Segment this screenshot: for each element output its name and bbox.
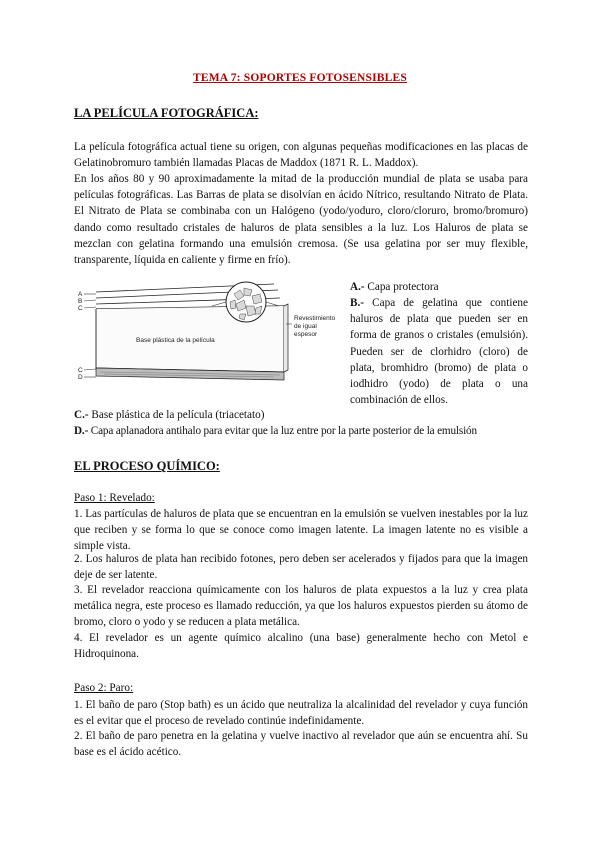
layer-d-description — [74, 423, 534, 439]
layer-d-text: Capa aplanadora antihalo para evitar que la luz entre por la parte posterior de la emulsión — [88, 425, 477, 437]
page-title: TEMA 7: SOPORTES FOTOSENSIBLES — [192, 72, 408, 84]
layer-a-description — [350, 279, 528, 295]
layer-b-description — [350, 295, 528, 408]
layer-b-label: B.- — [350, 297, 364, 309]
paragraph-origin: La película fotográfica actual tiene su origen, con algunas pequeñas modificaciones en las placas de Gelatinobromuro también llamadas Placas de Maddox (1871 R. L. Maddox). — [74, 141, 528, 170]
step2-item-1: 1. El baño de paro (Stop bath) es un ácido que neutraliza la alcalinidad del revelador y cuya función es el evitar que el proceso de revelado continúe indefinidamente. — [74, 699, 528, 728]
step1-title: Paso 1: Revelado: — [74, 492, 155, 504]
diagram-coating-label-3: espesor — [294, 331, 318, 338]
step2-item-2: 2. El baño de paro penetra en la gelatina y vuelve inactivo al revelador que aún se encuentra ahí. Su base es el ácido acético. — [74, 730, 528, 759]
layer-c-label: C.- — [74, 409, 89, 421]
layer-b-text: Capa de gelatina que contiene haluros de plata que pueden ser en forma de granos o cristales (emulsión). Pueden ser de clorhidro (cloro) de plata, bromhidro (bromo) de plata o iodhidro (yodo) de plata o una combinación de ellos. — [350, 297, 528, 407]
section-heading-film: LA PELÍCULA FOTOGRÁFICA: — [74, 106, 259, 120]
step1-item-4: 4. El revelador es un agente químico alcalino (una base) generalmente hecho con Metol e Hidroquinona. — [74, 632, 528, 661]
step1-item-3: 3. El revelador reacciona químicamente con los haluros de plata expuestos a la luz y crea plata metálica negra, este proceso es llamado reducción, ya que los haluros expuestos pierden su átomo de bromo, cloro o yodo y se reducen a plata metálica. — [74, 584, 528, 629]
diagram-coating-label-1: Revestimiento — [294, 315, 336, 322]
diagram-label-a: A — [78, 291, 83, 298]
diagram-label-c-bottom: C — [78, 367, 83, 374]
step1-item-2: 2. Los haluros de plata han recibido fotones, pero deben ser acelerados y fijados para que la imagen deje de ser latente. — [74, 553, 528, 582]
layer-c-description — [74, 407, 534, 423]
step1-item-1: 1. Las partículas de haluros de plata que se encuentran en la emulsión se vuelven inestables por la luz que reciben y se forma lo que se conoce como imagen latente. La imagen latente no es visible a simple vista. — [74, 508, 528, 553]
diagram-base-label: Base plástica de la película — [136, 337, 215, 344]
layer-a-text: Capa protectora — [364, 281, 439, 293]
section-heading-process: EL PROCESO QUÍMICO: — [74, 459, 220, 473]
layer-d-label: D.- — [74, 425, 89, 437]
layer-a-label: A.- — [350, 281, 365, 293]
film-layers-diagram — [74, 280, 342, 406]
diagram-label-d: D — [78, 374, 83, 381]
diagram-label-c-top: C — [78, 305, 83, 312]
diagram-coating-label-2: de igual — [294, 323, 317, 330]
paragraph-silver: En los años 80 y 90 aproximadamente la mitad de la producción mundial de plata se usaba para películas fotográficas. Las Barras de plata se disolvían en ácido Nítrico, resultando Nitrato de Plata. El Nitrato de Plata se combinaba con un Halógeno (yodo/yoduro, cloro/cloruro, bromo/bromuro) dando como resultado cristales de haluros de plata sensibles a la luz. Los Haluros de plata se mezclan con gelatina formando una emulsión cremosa. (Se usa gelatina por ser muy flexible, transparente, líquida en caliente y firme en frío). — [74, 173, 528, 267]
layer-c-text: Base plástica de la película (triacetato) — [88, 409, 265, 421]
diagram-label-b: B — [78, 298, 83, 305]
step2-title: Paso 2: Paro: — [74, 682, 134, 694]
